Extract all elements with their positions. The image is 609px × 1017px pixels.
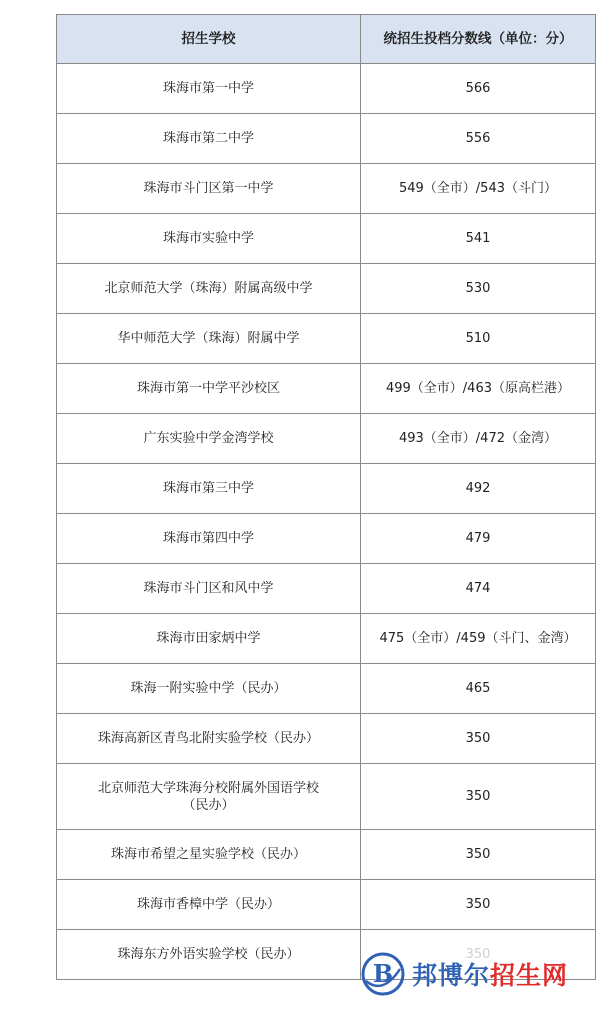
school-name-line-1: 北京师范大学珠海分校附属外国语学校 [97,780,319,796]
school-name: 珠海市第四中学 [57,514,361,564]
table-row [57,664,596,714]
watermark-text-red: 招生网 [490,961,569,990]
school-name: 珠海市香樟中学（民办） [57,880,361,930]
school-name-line-2: （民办） [182,797,235,813]
table-row [57,264,596,314]
school-name: 华中师范大学（珠海）附属中学 [57,314,361,364]
school-name: 珠海市第二中学 [57,114,361,164]
school-score: 350 [361,880,596,930]
watermark-text-blue: 邦博尔 [412,961,491,990]
table-row [57,880,596,930]
school-name: 珠海高新区青鸟北附实验学校（民办） [57,714,361,764]
table-row [57,714,596,764]
svg-text:B: B [372,959,394,988]
site-watermark [360,948,598,1000]
school-name: 珠海市第一中学平沙校区 [57,364,361,414]
school-name: 珠海市第三中学 [57,464,361,514]
school-name: 珠海市斗门区第一中学 [57,164,361,214]
school-score: 350 [361,714,596,764]
table-row [57,764,596,830]
school-score: 475（全市）/459（斗门、金湾） [361,614,596,664]
school-score: 510 [361,314,596,364]
admission-score-table [56,14,596,980]
table-row [57,164,596,214]
table-row [57,64,596,114]
table-row [57,114,596,164]
school-name: 珠海东方外语实验学校（民办） [57,930,361,980]
school-name: 珠海市斗门区和风中学 [57,564,361,614]
table-row [57,364,596,414]
school-score: 350 [361,930,596,980]
table-row [57,564,596,614]
school-score: 350 [361,830,596,880]
school-score: 530 [361,264,596,314]
table-row [57,514,596,564]
school-score: 350 [361,764,596,830]
school-score: 541 [361,214,596,264]
school-score: 499（全市）/463（原高栏港） [361,364,596,414]
watermark-text [412,956,568,992]
school-name: 北京师范大学（珠海）附属高级中学 [57,264,361,314]
table-header-row [57,15,596,64]
school-name: 珠海市实验中学 [57,214,361,264]
school-name: 珠海市田家炳中学 [57,614,361,664]
school-score: 479 [361,514,596,564]
school-name [57,764,361,830]
school-name: 珠海一附实验中学（民办） [57,664,361,714]
table-row [57,314,596,364]
school-name: 珠海市希望之星实验学校（民办） [57,830,361,880]
school-score: 492 [361,464,596,514]
school-score: 566 [361,64,596,114]
letter-b-logo-icon [360,951,406,997]
header-score: 统招生投档分数线（单位：分） [361,15,596,64]
school-score: 549（全市）/543（斗门） [361,164,596,214]
school-score: 465 [361,664,596,714]
school-score: 556 [361,114,596,164]
header-school: 招生学校 [57,15,361,64]
table-row [57,830,596,880]
table-row [57,614,596,664]
school-score: 493（全市）/472（金湾） [361,414,596,464]
school-name: 珠海市第一中学 [57,64,361,114]
table-row [57,414,596,464]
table-row [57,464,596,514]
school-name: 广东实验中学金湾学校 [57,414,361,464]
table-row [57,214,596,264]
school-score: 474 [361,564,596,614]
